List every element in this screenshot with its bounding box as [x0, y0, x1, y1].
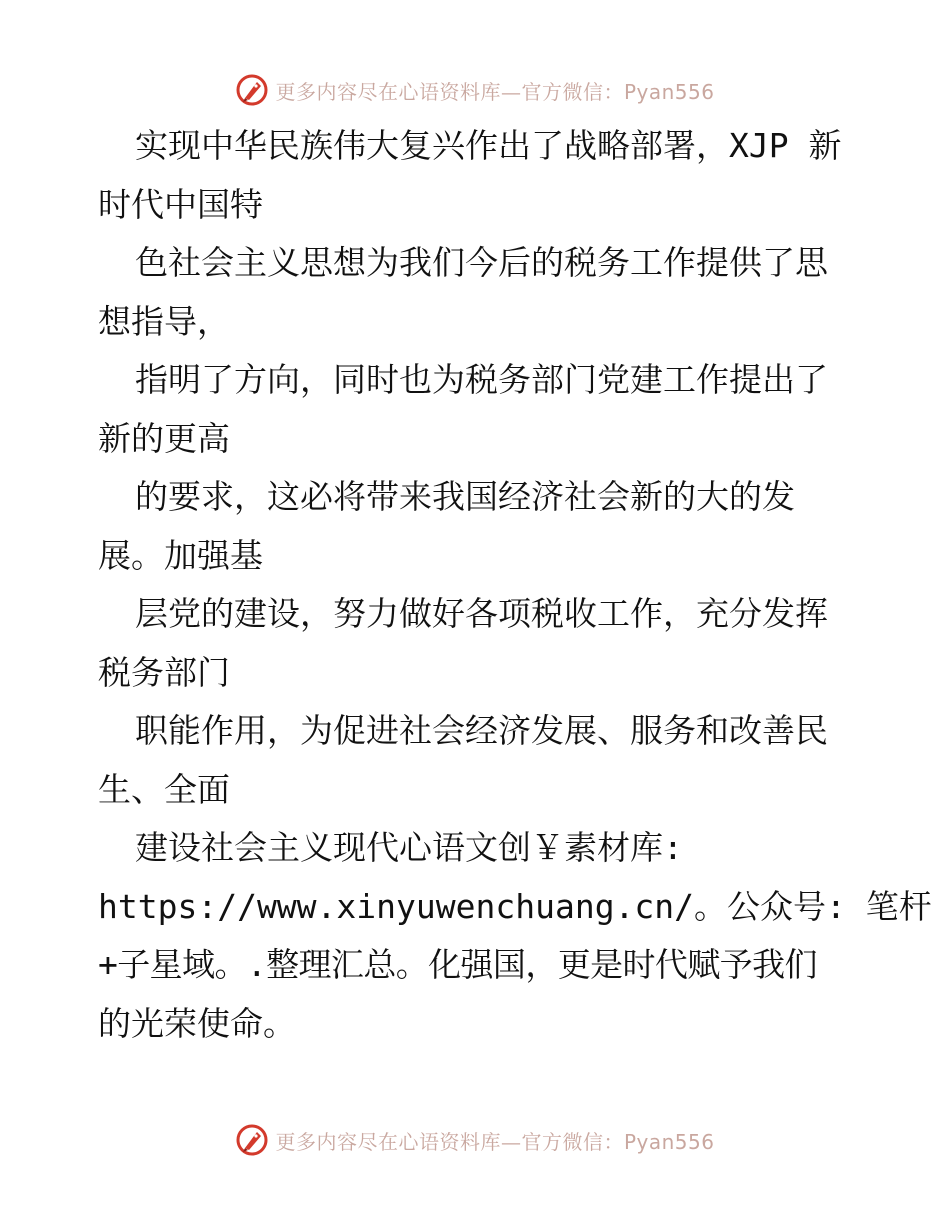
- pen-nib-logo-icon: [235, 1123, 269, 1157]
- header-banner: [0, 70, 950, 110]
- footer-banner-title: 更多内容尽在心语资料库—: [275, 1129, 522, 1154]
- body-line: +子星域。.整理汇总。化强国，更是时代赋予我们: [98, 945, 817, 984]
- footer-banner-text: [275, 1126, 714, 1155]
- body-line: 色社会主义思想为我们今后的税务工作提供了思: [135, 243, 828, 282]
- footer-banner: [0, 1120, 950, 1160]
- header-banner-text: [275, 76, 714, 105]
- body-line: 新的更高: [98, 418, 230, 458]
- document-body: [98, 117, 932, 1053]
- body-line: 生、全面: [98, 769, 230, 809]
- body-line: 实现中华民族伟大复兴作出了战略部署，XJP 新: [135, 126, 842, 165]
- pen-nib-logo-icon: [235, 73, 269, 107]
- body-line: 展。加强基: [98, 535, 263, 575]
- body-line: 想指导，: [98, 301, 230, 341]
- footer-banner-contact: 官方微信：Pyan556: [521, 1129, 715, 1154]
- body-line: 职能作用，为促进社会经济发展、服务和改善民: [135, 711, 828, 750]
- body-line: 的光荣使命。: [98, 1003, 296, 1043]
- header-banner-title: 更多内容尽在心语资料库—: [275, 79, 522, 104]
- body-line: 的要求，这必将带来我国经济社会新的大的发: [135, 477, 795, 516]
- body-line: 建设社会主义现代心语文创￥素材库:: [135, 828, 683, 867]
- body-line: 层党的建设，努力做好各项税收工作，充分发挥: [135, 594, 828, 633]
- body-line-url: https://www.xinyuwenchuang.cn/。公众号: 笔杆: [98, 886, 932, 926]
- header-banner-contact: 官方微信：Pyan556: [521, 79, 715, 104]
- body-line: 指明了方向，同时也为税务部门党建工作提出了: [135, 360, 828, 399]
- body-line: 税务部门: [98, 652, 230, 692]
- body-line: 时代中国特: [98, 184, 263, 224]
